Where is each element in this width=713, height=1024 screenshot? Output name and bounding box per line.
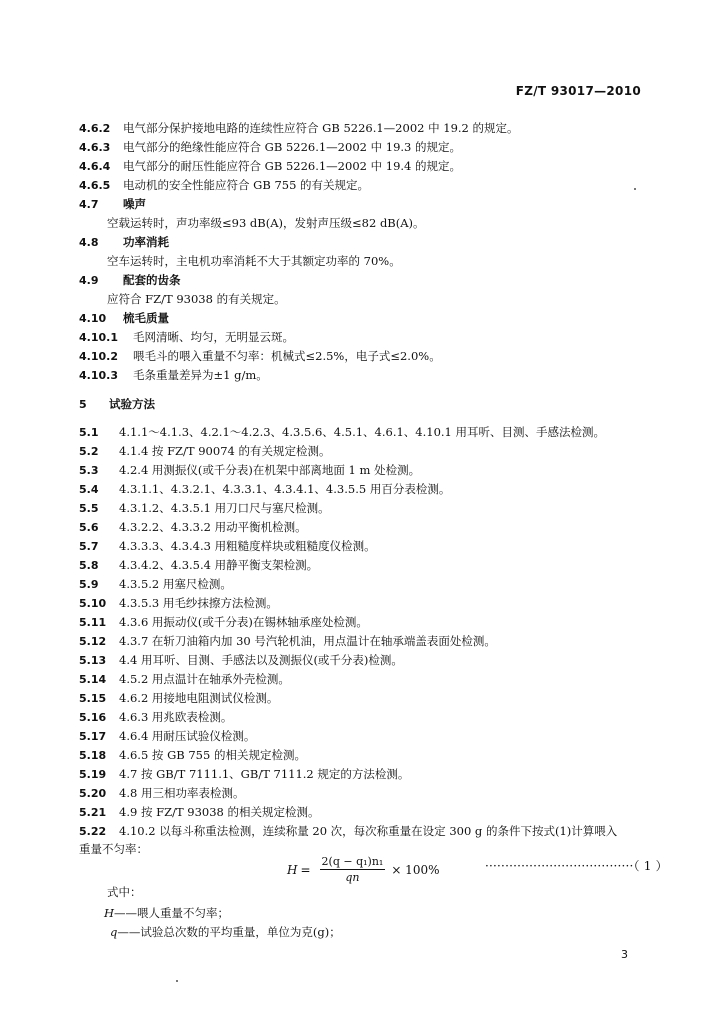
clause-5-20	[79, 785, 244, 801]
section-title: 功率消耗	[123, 235, 169, 249]
clause-5-9	[79, 576, 232, 592]
clause-text: 4.3.6 用振动仪(或千分表)在锡林轴承座处检测。	[119, 615, 368, 629]
formula-numerator: 2(q − q₁)n₁	[321, 855, 384, 868]
section-number: 4.10	[79, 312, 107, 325]
paragraph: 空载运转时，声功率级≤93 dB(A)，发射声压级≤82 dB(A)。	[107, 216, 425, 230]
scan-speck	[176, 980, 178, 982]
clause-text: 4.6.5 按 GB 755 的相关规定检测。	[119, 748, 306, 762]
clause-5-2	[79, 443, 330, 459]
clause-5-4	[79, 481, 450, 497]
clause-number: 5.12	[79, 635, 107, 648]
definition-item	[110, 924, 341, 940]
formula-number: （ 1 ）	[633, 859, 668, 873]
clause-text: 4.3.2.2、4.3.3.2 用动平衡机检测。	[119, 520, 307, 534]
section-5	[79, 396, 155, 412]
clause-text: 毛条重量差异为±1 g/m。	[133, 368, 268, 382]
clause-text: 电动机的安全性能应符合 GB 755 的有关规定。	[123, 178, 370, 192]
clause-4-10-2	[79, 348, 441, 364]
clause-number: 5.20	[79, 787, 107, 800]
clause-5-18	[79, 747, 306, 763]
clause-5-22-continuation: 重量不匀率：	[79, 842, 148, 856]
definition-item	[104, 905, 229, 921]
clause-5-14	[79, 671, 290, 687]
clause-5-22	[79, 823, 617, 839]
section-title: 梳毛质量	[123, 311, 169, 325]
clause-5-12	[79, 633, 496, 649]
formula-1	[287, 855, 440, 884]
formula-lhs: H	[287, 862, 298, 877]
section-number: 4.8	[79, 236, 99, 249]
clause-text: 喂毛斗的喂入重量不匀率：机械式≤2.5%，电子式≤2.0%。	[133, 349, 441, 363]
clause-5-17	[79, 728, 255, 744]
clause-text: 4.8 用三相功率表检测。	[119, 786, 245, 800]
definition-text: ——喂人重量不匀率；	[114, 906, 230, 920]
clause-number: 5.2	[79, 445, 99, 458]
section-4-9	[79, 272, 181, 288]
clause-4-6-5	[79, 177, 369, 193]
clause-number: 5.17	[79, 730, 107, 743]
leader-dots: ·····································	[485, 859, 634, 873]
clause-number: 4.6.2	[79, 122, 111, 135]
clause-text: 电气部分的耐压性能应符合 GB 5226.1—2002 中 19.4 的规定。	[123, 159, 462, 173]
clause-5-5	[79, 500, 330, 516]
clause-text: 4.1.1～4.1.3、4.2.1～4.2.3、4.3.5.6、4.5.1、4.6.1、4.10.1 用耳听、目测、手感法检测。	[119, 425, 606, 439]
clause-text: 4.2.4 用测振仪(或千分表)在机架中部离地面 1 m 处检测。	[119, 463, 421, 477]
clause-number: 5.16	[79, 711, 107, 724]
clause-number: 5.7	[79, 540, 99, 553]
clause-text: 电气部分的绝缘性能应符合 GB 5226.1—2002 中 19.3 的规定。	[123, 140, 462, 154]
clause-4-6-4	[79, 158, 461, 174]
clause-5-1	[79, 424, 605, 440]
clause-number: 4.10.1	[79, 331, 118, 344]
section-number: 5	[79, 398, 87, 411]
definition-text: ——试验总次数的平均重量，单位为克(g)；	[117, 925, 341, 939]
paragraph: 空车运转时，主电机功率消耗不大于其额定功率的 70%。	[107, 254, 401, 268]
clause-text: 4.3.7 在斩刀油箱内加 30 号汽轮机油，用点温计在轴承端盖表面处检测。	[119, 634, 496, 648]
clause-4-10-1	[79, 329, 294, 345]
clause-text: 4.3.5.3 用毛纱抹擦方法检测。	[119, 596, 278, 610]
formula-multiplier: × 100%	[391, 862, 440, 877]
clause-5-3	[79, 462, 420, 478]
clause-5-10	[79, 595, 278, 611]
clause-number: 4.10.3	[79, 369, 118, 382]
definition-symbol: q	[110, 925, 118, 939]
clause-number: 5.21	[79, 806, 107, 819]
clause-number: 4.6.4	[79, 160, 111, 173]
clause-text: 毛网清晰、均匀，无明显云斑。	[133, 330, 294, 344]
clause-5-15	[79, 690, 278, 706]
clause-number: 5.4	[79, 483, 99, 496]
clause-5-7	[79, 538, 376, 554]
section-number: 4.7	[79, 198, 99, 211]
paragraph: 应符合 FZ/T 93038 的有关规定。	[107, 292, 286, 306]
clause-text: 4.5.2 用点温计在轴承外壳检测。	[119, 672, 290, 686]
clause-4-10-3	[79, 367, 268, 383]
section-4-10	[79, 310, 169, 326]
formula-denominator: qn	[345, 871, 360, 884]
clause-number: 4.6.3	[79, 141, 111, 154]
clause-5-6	[79, 519, 307, 535]
section-title: 试验方法	[109, 397, 155, 411]
clause-text: 4.6.4 用耐压试验仪检测。	[119, 729, 256, 743]
clause-5-19	[79, 766, 409, 782]
clause-number: 5.14	[79, 673, 107, 686]
clause-5-11	[79, 614, 368, 630]
definitions-intro: 式中：	[107, 885, 142, 899]
clause-number: 5.3	[79, 464, 99, 477]
section-4-8	[79, 234, 169, 250]
formula-fraction	[320, 855, 386, 884]
clause-text: 4.3.3.3、4.3.4.3 用粗糙度样块或粗糙度仪检测。	[119, 539, 376, 553]
clause-number: 5.10	[79, 597, 107, 610]
clause-number: 4.10.2	[79, 350, 118, 363]
clause-text: 4.6.2 用接地电阻测试仪检测。	[119, 691, 279, 705]
clause-text: 4.9 按 FZ/T 93038 的相关规定检测。	[119, 805, 320, 819]
clause-number: 5.11	[79, 616, 107, 629]
clause-text: 4.3.4.2、4.3.5.4 用静平衡支架检测。	[119, 558, 319, 572]
clause-number: 5.5	[79, 502, 99, 515]
clause-number: 5.13	[79, 654, 107, 667]
clause-4-6-2	[79, 120, 519, 136]
definition-symbol: H	[104, 906, 115, 920]
clause-text: 4.3.1.1、4.3.2.1、4.3.3.1、4.3.4.1、4.3.5.5 用百分表检测。	[119, 482, 451, 496]
clause-text: 4.1.4 按 FZ/T 90074 的有关规定检测。	[119, 444, 331, 458]
section-4-7	[79, 196, 146, 212]
section-title: 噪声	[123, 197, 146, 211]
clause-5-21	[79, 804, 320, 820]
clause-text: 4.10.2 以每斗称重法检测，连续称量 20 次，每次称重量在设定 300 g 的条件下按式(1)计算喂入	[119, 824, 618, 838]
clause-text: 4.4 用耳听、目测、手感法以及测振仪(或千分表)检测。	[119, 653, 403, 667]
clause-text: 4.6.3 用兆欧表检测。	[119, 710, 233, 724]
clause-text: 电气部分保护接地电路的连续性应符合 GB 5226.1—2002 中 19.2 的规定。	[123, 121, 519, 135]
standard-code-header: FZ/T 93017—2010	[515, 84, 641, 98]
clause-5-8	[79, 557, 318, 573]
page-number: 3	[621, 948, 628, 961]
clause-text: 4.3.5.2 用塞尺检测。	[119, 577, 232, 591]
section-number: 4.9	[79, 274, 99, 287]
clause-number: 5.18	[79, 749, 107, 762]
clause-number: 5.6	[79, 521, 99, 534]
clause-text: 4.7 按 GB/T 7111.1、GB/T 7111.2 规定的方法检测。	[119, 767, 410, 781]
clause-number: 5.8	[79, 559, 99, 572]
scan-speck	[634, 188, 636, 190]
formula-equals: =	[300, 862, 311, 877]
clause-4-6-3	[79, 139, 461, 155]
clause-number: 5.9	[79, 578, 99, 591]
clause-number: 5.1	[79, 426, 99, 439]
clause-number: 4.6.5	[79, 179, 111, 192]
clause-number: 5.22	[79, 825, 107, 838]
clause-number: 5.19	[79, 768, 107, 781]
formula-number-leader	[485, 857, 668, 874]
clause-5-16	[79, 709, 232, 725]
section-title: 配套的齿条	[123, 273, 181, 287]
clause-number: 5.15	[79, 692, 107, 705]
clause-text: 4.3.1.2、4.3.5.1 用刀口尺与塞尺检测。	[119, 501, 330, 515]
clause-5-13	[79, 652, 403, 668]
